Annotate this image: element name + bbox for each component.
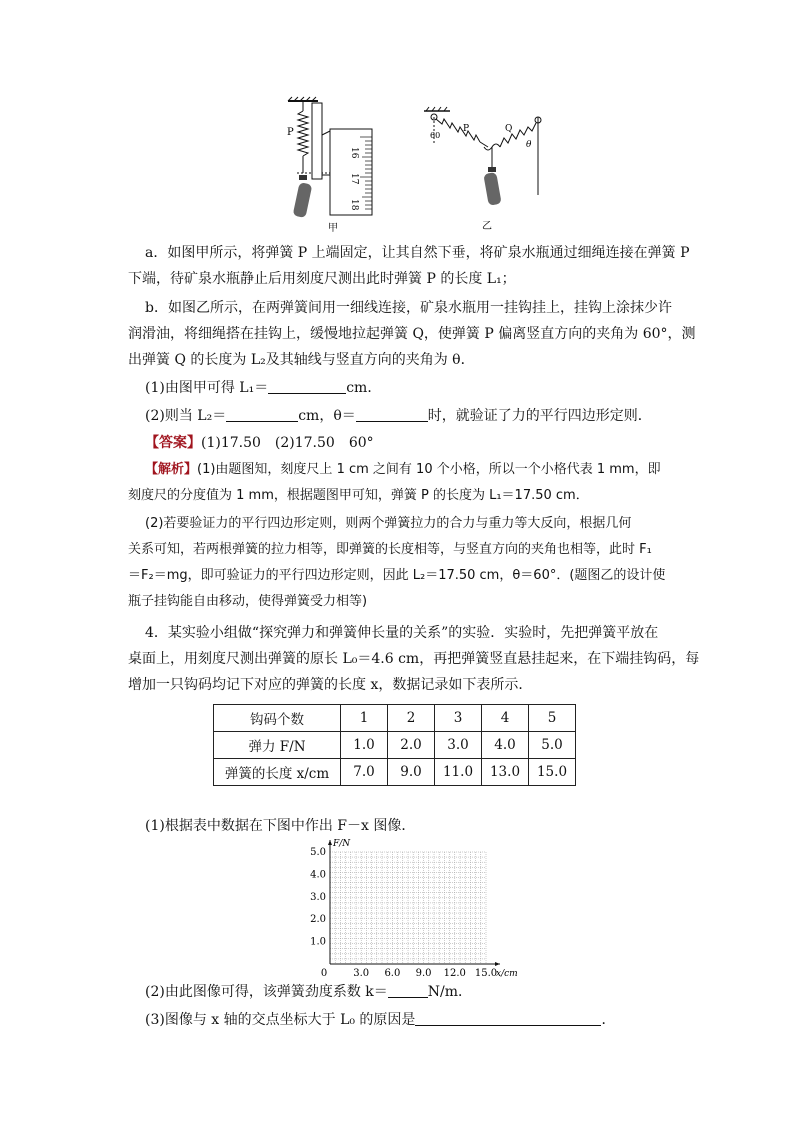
question-1-suffix: cm． [346, 380, 382, 396]
table-cell: 2.0 [388, 732, 435, 759]
chart-grid [330, 852, 486, 964]
answer-text: (1)17.50 (2)17.50 60° [201, 435, 374, 451]
data-table [213, 704, 576, 786]
spring-p-yi-label: P [463, 124, 470, 134]
step-b-line-2: 润滑油，将细绳搭在挂钩上，缓慢地拉起弹簧 Q，使弹簧 P 偏离竖直方向的夹角为 60°，测 [128, 326, 696, 342]
step-a-line-2: 下端，待矿泉水瓶静止后用刻度尺测出此时弹簧 P 的长度 L₁； [128, 271, 516, 287]
y-tick-label: 4.0 [310, 869, 326, 881]
spring-q-label: Q [505, 124, 513, 134]
step-b-line-1: b．如图乙所示，在两弹簧间用一细线连接，矿泉水瓶用一挂钩挂上，挂钩上涂抹少许 [145, 300, 672, 316]
table-cell: 5.0 [529, 732, 576, 759]
answer-blank-l2[interactable] [226, 407, 298, 422]
table-row [214, 732, 576, 759]
question-1 [145, 377, 685, 399]
table-cell: 15.0 [529, 759, 576, 786]
x-tick-label: 6.0 [384, 968, 401, 978]
table-cell: 钩码个数 [214, 705, 341, 732]
table-cell: 弹簧的长度 x/cm [214, 759, 341, 786]
y-tick-label: 1.0 [310, 936, 326, 948]
table-cell: 3 [435, 705, 482, 732]
chart-labels [310, 839, 518, 978]
spring-p-yi [436, 119, 480, 142]
question-1-prefix: (1)由图甲可得 L₁＝ [145, 380, 269, 396]
table-cell: 3.0 [435, 732, 482, 759]
answer-blank-l1[interactable] [268, 379, 346, 394]
sub-question-3 [145, 1009, 685, 1031]
table-cell: 7.0 [341, 759, 388, 786]
step-b-line-3: 出弹簧 Q 的长度为 L₂及其轴线与竖直方向的夹角为 θ． [128, 352, 475, 368]
step-a-line-1: a．如图甲所示，将弹簧 P 上端固定，让其自然下垂，将矿泉水瓶通过细绳连接在弹簧 P [145, 245, 690, 261]
question-2-prefix: (2)则当 L₂＝ [145, 408, 227, 424]
table-cell: 4.0 [482, 732, 529, 759]
analysis-p1-line-1 [145, 459, 685, 481]
analysis-p2-line-4: 瓶子挂钩能自由移动，使得弹簧受力相等) [128, 594, 368, 609]
table-cell: 1 [341, 705, 388, 732]
question-2-suffix: 时，就验证了力的平行四边形定则． [427, 408, 652, 424]
y-axis-label: F/N [333, 839, 351, 849]
analysis-label: 【解析】 [145, 462, 198, 477]
table-cell: 11.0 [435, 759, 482, 786]
table-row [214, 705, 576, 732]
table-cell: 弹力 F/N [214, 732, 341, 759]
y-tick-label: 3.0 [310, 891, 326, 903]
analysis-p2-line-3: ＝F₂＝mg，即可验证力的平行四边形定则，因此 L₂＝17.50 cm，θ＝60°．(题图乙的设计使 [128, 568, 666, 583]
question-2-mid: cm，θ＝ [298, 408, 356, 424]
ruler-tick-18: 18 [349, 199, 359, 211]
table-cell: 13.0 [482, 759, 529, 786]
analysis-p2-line-1: (2)若要验证力的平行四边形定则，则两个弹簧拉力的合力与重力等大反向，根据几何 [145, 516, 632, 531]
analysis-p1-line-2: 刻度尺的分度值为 1 mm，根据题图甲可知，弹簧 P 的长度为 L₁＝17.50 cm． [128, 488, 589, 503]
sub-question-2-prefix: (2)由此图像可得，该弹簧劲度系数 k＝ [145, 984, 388, 1000]
water-bottle-yi [483, 172, 501, 206]
table-cell: 1.0 [341, 732, 388, 759]
x-tick-label: 12.0 [443, 968, 466, 978]
angle-theta-label: θ [526, 140, 532, 150]
question-4-line-1: 4．某实验小组做“探究弹力和弹簧伸长量的关系”的实验．实验时，先把弹簧平放在 [145, 625, 659, 641]
table-row [214, 759, 576, 786]
figure-jia [270, 95, 390, 235]
spring-p-label: P [287, 127, 294, 138]
spring-p [298, 111, 308, 156]
fx-chart[interactable] [300, 838, 530, 978]
water-bottle [293, 182, 313, 218]
sub-question-3-prefix: (3)图像与 x 轴的交点坐标大于 L₀ 的原因是 [145, 1012, 416, 1028]
ruler-tick-17: 17 [349, 173, 359, 185]
sub-question-2 [145, 981, 685, 1003]
x-tick-label: 3.0 [353, 968, 370, 978]
x-tick-label: 15.0 [474, 968, 498, 978]
answer [145, 432, 685, 454]
x-axis-label: x/cm [496, 969, 518, 978]
origin-label: 0 [320, 968, 328, 978]
answer-label: 【答案】 [145, 435, 201, 451]
table-cell: 9.0 [388, 759, 435, 786]
y-tick-label: 5.0 [310, 847, 326, 858]
question-4-line-2: 桌面上，用刻度尺测出弹簧的原长 L₀＝4.6 cm，再把弹簧竖直悬挂起来，在下端挂钩码，每 [128, 651, 700, 667]
answer-blank-k[interactable] [388, 983, 428, 998]
y-axis-arrow [328, 840, 332, 845]
table-cell: 5 [529, 705, 576, 732]
figure-jia-label: 甲 [328, 223, 338, 234]
sub-question-2-suffix: N/m． [427, 984, 473, 1000]
angle-60-label: 60 [430, 131, 441, 140]
sub-question-3-suffix: ． [601, 1012, 616, 1028]
ruler-tick-16: 16 [349, 147, 359, 159]
table-cell: 2 [388, 705, 435, 732]
y-tick-label: 2.0 [310, 914, 326, 926]
sub-question-1: (1)根据表中数据在下图中作出 F－x 图像． [145, 818, 416, 834]
analysis-p2-line-2: 关系可知，若两根弹簧的拉力相等，即弹簧的长度相等，与竖直方向的夹角也相等，此时 F₁ [128, 542, 652, 557]
figure-yi [420, 105, 550, 235]
x-tick-label: 9.0 [415, 968, 432, 978]
answer-blank-reason[interactable] [415, 1011, 601, 1026]
answer-blank-theta[interactable] [356, 407, 428, 422]
question-4-line-3: 增加一只钩码均记下对应的弹簧的长度 x，数据记录如下表所示． [128, 677, 533, 693]
question-2 [145, 405, 685, 427]
table-cell: 4 [482, 705, 529, 732]
figure-yi-label: 乙 [482, 221, 492, 232]
analysis-p1-text-1: (1)由题图知，刻度尺上 1 cm 之间有 10 个小格，所以一个小格代表 1 mm，即 [197, 462, 661, 477]
x-axis-arrow [495, 962, 500, 966]
